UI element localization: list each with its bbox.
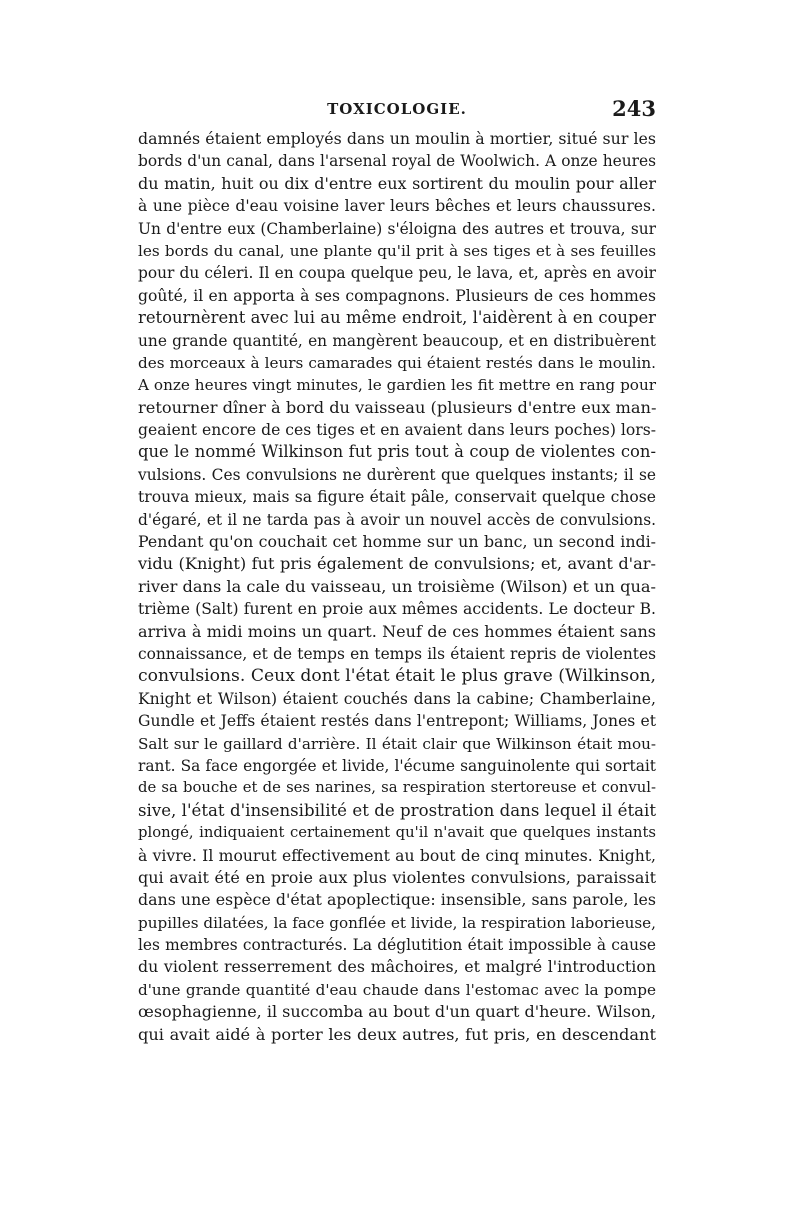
- text-line: du violent resserrement des mâchoires, et malgré l'introduction: [138, 957, 656, 977]
- text-line: trouva mieux, mais sa figure était pâle, conservait quelque chose: [138, 488, 656, 507]
- page-number: 243: [612, 96, 656, 121]
- text-line: pupilles dilatées, la face gonflée et livide, la respiration laborieuse,: [138, 913, 656, 932]
- text-line: retourner dîner à bord du vaisseau (plusieurs d'entre eux man-: [138, 397, 657, 417]
- text-line: Gundle et Jeffs étaient restés dans l'entrepont; Williams, Jones et: [138, 712, 656, 731]
- text-line: connaissance, et de temps en temps ils étaient repris de violentes: [138, 644, 656, 663]
- text-line: retournèrent avec lui au même endroit, l'aidèrent à en couper: [138, 308, 656, 328]
- text-line: A onze heures vingt minutes, le gardien les fit mettre en rang pour: [138, 376, 656, 395]
- text-line: à une pièce d'eau voisine laver leurs bêches et leurs chaussures.: [138, 197, 656, 216]
- body-text: [138, 128, 656, 1046]
- text-line: de sa bouche et de ses narines, sa respiration stertoreuse et convul-: [138, 779, 656, 797]
- text-line: goûté, il en apporta à ses compagnons. Plusieurs de ces hommes: [138, 286, 656, 305]
- text-line: arriva à midi moins un quart. Neuf de ces hommes étaient sans: [138, 621, 656, 641]
- text-line: rant. Sa face engorgée et livide, l'écume sanguinolente qui sortait: [138, 756, 656, 775]
- text-line: sive, l'état d'insensibilité et de prostration dans lequel il était: [138, 800, 656, 820]
- text-line: geaient encore de ces tiges et en avaient dans leurs poches) lors-: [138, 421, 656, 440]
- text-line: à vivre. Il mourut effectivement au bout de cinq minutes. Knight,: [138, 846, 656, 865]
- running-title: TOXICOLOGIE.: [327, 100, 467, 118]
- text-line: les membres contracturés. La déglutition était impossible à cause: [138, 936, 656, 955]
- text-line: convulsions. Ceux dont l'état était le plus grave (Wilkinson,: [138, 666, 656, 687]
- text-line: dans une espèce d'état apoplectique: insensible, sans parole, les: [138, 890, 656, 910]
- text-line: Salt sur le gaillard d'arrière. Il était clair que Wilkinson était mou-: [138, 734, 656, 753]
- text-line: d'une grande quantité d'eau chaude dans l'estomac avec la pompe: [138, 980, 656, 999]
- text-line: bords d'un canal, dans l'arsenal royal de Woolwich. A onze heures: [138, 152, 656, 171]
- text-line: les bords du canal, une plante qu'il prit à ses tiges et à ses feuilles: [138, 241, 656, 260]
- text-line: qui avait été en proie aux plus violentes convulsions, paraissait: [138, 867, 656, 887]
- text-line: Pendant qu'on couchait cet homme sur un banc, un second indi-: [138, 532, 656, 552]
- text-line: Knight et Wilson) étaient couchés dans la cabine; Chamberlaine,: [138, 689, 656, 708]
- text-line: river dans la cale du vaisseau, un troisième (Wilson) et un qua-: [138, 576, 656, 596]
- text-line: pour du céleri. Il en coupa quelque peu, le lava, et, après en avoir: [138, 264, 656, 283]
- text-line: vidu (Knight) fut pris également de convulsions; et, avant d'ar-: [138, 554, 656, 574]
- page-header: [138, 96, 656, 126]
- text-line: une grande quantité, en mangèrent beaucoup, et en distribuèrent: [138, 331, 656, 350]
- text-line: vulsions. Ces convulsions ne durèrent que quelques instants; il se: [138, 465, 656, 484]
- text-line: damnés étaient employés dans un moulin à mortier, situé sur les: [138, 129, 656, 148]
- text-line: trième (Salt) furent en proie aux mêmes accidents. Le docteur B.: [138, 600, 656, 619]
- text-line: Un d'entre eux (Chamberlaine) s'éloigna des autres et trouva, sur: [138, 219, 656, 238]
- text-line: d'égaré, et il ne tarda pas à avoir un nouvel accès de convulsions.: [138, 510, 656, 529]
- text-line: œsophagienne, il succomba au bout d'un quart d'heure. Wilson,: [138, 1002, 657, 1022]
- text-line: plongé, indiquaient certainement qu'il n'avait que quelques instants: [138, 824, 656, 842]
- text-line: des morceaux à leurs camarades qui étaient restés dans le moulin.: [138, 353, 656, 372]
- text-line: qui avait aidé à porter les deux autres, fut pris, en descendant: [138, 1024, 656, 1044]
- text-line: du matin, huit ou dix d'entre eux sortirent du moulin pour aller: [138, 173, 656, 193]
- text-line: que le nommé Wilkinson fut pris tout à coup de violentes con-: [138, 442, 656, 462]
